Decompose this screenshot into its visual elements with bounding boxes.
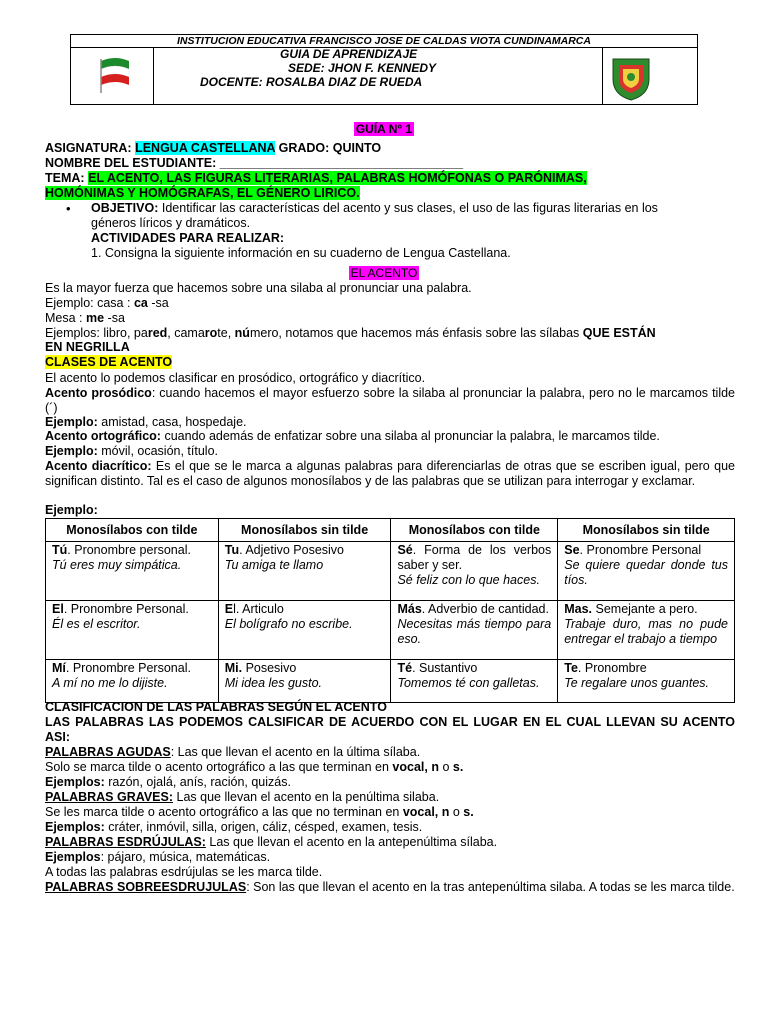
text: Más [397, 602, 422, 616]
table-cell [391, 660, 558, 703]
text: Ejemplo: casa : [45, 296, 134, 310]
ejemplos-line [45, 326, 656, 341]
table-header: Monosílabos con tilde [391, 519, 558, 542]
text: Necesitas más tiempo para eso. [397, 617, 552, 646]
text: Ejemplos: [45, 820, 105, 834]
text: Las que llevan el acento en la penúltima silaba. [173, 790, 440, 804]
prosodico [45, 386, 735, 416]
text: Las que llevan el acento en la antepenúltima sílaba. [205, 835, 498, 849]
text: El [52, 602, 64, 616]
text: te, [217, 326, 235, 340]
text: Acento ortográfico: [45, 429, 161, 443]
diacritico-text: Es el que se le marca a algunas palabras para diferenciarlas de otras que se escriben igual, pero que significan distinto. Tal es el caso de algunos monosílabos y de las palabras que se utilizan para interrogar y exclamar. [45, 459, 735, 488]
acento-title-row [0, 266, 768, 280]
text: Mas. [564, 602, 593, 616]
clases-title-row [45, 355, 172, 370]
table-header: Monosílabos sin tilde [218, 519, 391, 542]
table-cell [558, 601, 735, 660]
asignatura-value: LENGUA CASTELLANA [135, 141, 276, 155]
agudas-tilde [45, 760, 463, 775]
actividad-1: 1. Consigna la siguiente información en su cuaderno de Lengua Castellana. [91, 246, 511, 260]
text: . Adverbio de cantidad. [421, 602, 549, 616]
sobreesdrujulas [45, 880, 735, 895]
text: QUE ESTÁN [582, 326, 656, 340]
text: E [224, 602, 234, 616]
table-cell [218, 601, 391, 660]
text: : Son las que llevan el acento en la tras antepenúltima silaba. A todas se les marca tilde. [246, 880, 735, 894]
text: Mí [52, 661, 66, 675]
clasif-title: CLASIFICACION DE LAS PALABRAS SEGÚN EL ACENTO [45, 700, 387, 714]
esdrujulas-ejemplos [45, 850, 270, 865]
text: vocal, n [392, 760, 439, 774]
text: Se quiere quedar donde tus tíos. [564, 558, 728, 587]
text: . Pronombre Personal [579, 543, 702, 557]
text: Sé feliz con lo que haces. [397, 573, 540, 587]
text: PALABRAS SOBREESDRUJULAS [45, 880, 247, 894]
text: cráter, inmóvil, silla, origen, cáliz, césped, examen, tesis. [104, 820, 423, 834]
graves [45, 790, 439, 805]
text: Mesa : [45, 311, 86, 325]
text: ca [133, 296, 148, 310]
esdrujulas-tilde: A todas las palabras esdrújulas se les marca tilde. [45, 865, 323, 879]
text: Sé [397, 543, 413, 557]
guide-number-row [0, 122, 768, 136]
header-info [155, 47, 601, 89]
table-header: Monosílabos sin tilde [558, 519, 735, 542]
text: Semejante a pero. [592, 602, 698, 616]
text: PALABRAS ESDRÚJULAS: [45, 835, 206, 849]
asignatura-row [45, 141, 381, 156]
guide-number: GUÍA N° 1 [355, 122, 413, 136]
text: móvil, ocasión, título. [97, 444, 218, 458]
text: Ejemplo: [45, 415, 98, 429]
text: Se [564, 543, 580, 557]
text: me [86, 311, 105, 325]
text: . Adjetivo Posesivo [239, 543, 344, 557]
text: amistad, casa, hospedaje. [97, 415, 247, 429]
header-divider [602, 47, 603, 105]
text: : Las que llevan el acento en la última sílaba. [170, 745, 421, 759]
clases-title: CLASES DE ACENTO [45, 355, 173, 369]
text: . Forma de los verbos saber y ser. [397, 543, 552, 572]
ejemplo-3: Ejemplo: [45, 503, 98, 517]
table-cell [218, 542, 391, 601]
text: s. [463, 805, 474, 819]
diacritico [45, 459, 735, 489]
diacritico-label: Acento diacrítico: [45, 459, 152, 473]
clasif-intro: LAS PALABRAS LAS PODEMOS CALSIFICAR DE ACUERDO CON EL LUGAR EN EL CUAL LLEVAN SU ACENTO ASI: [45, 715, 735, 744]
graves-tilde [45, 805, 474, 820]
text: vocal, n [402, 805, 450, 819]
text: Él es el escritor. [52, 617, 141, 631]
bullet-icon: • [66, 201, 71, 216]
monosilabos-table [45, 518, 735, 703]
text: s. [452, 760, 464, 774]
ejemplo-2 [45, 444, 218, 459]
clases-intro: El acento lo podemos clasificar en prosódico, ortográfico y diacrítico. [45, 371, 426, 385]
table-cell [391, 601, 558, 660]
table-row [46, 542, 735, 601]
objetivo-line1: Identificar las características del acento y sus clases, el uso de las figuras literarias en los [161, 201, 658, 215]
text: Ejemplos: [45, 775, 105, 789]
text: cuando además de enfatizar sobre una silaba al pronunciar la palabra, le marcamos tilde. [160, 429, 660, 443]
text: Tú eres muy simpática. [52, 558, 182, 572]
text: Tu amiga te llamo [224, 558, 324, 572]
tema-line1: EL ACENTO, LAS FIGURAS LITERARIAS, PALABRAS HOMÓFONAS O PARÓNIMAS, [88, 171, 587, 185]
text: . Pronombre Personal. [63, 602, 189, 616]
text: . Pronombre Personal. [65, 661, 191, 675]
table-cell [218, 660, 391, 703]
prosodico-label: Acento prosódico [45, 386, 152, 400]
graves-ejemplos [45, 820, 422, 835]
acento-def: Es la mayor fuerza que hacemos sobre una silaba al pronunciar una palabra. [45, 281, 472, 295]
ejemplo-mesa [45, 311, 125, 326]
text: o [449, 805, 464, 819]
ortografico [45, 429, 660, 444]
text: . Pronombre personal. [67, 543, 191, 557]
text: red [147, 326, 168, 340]
text: Tú [52, 543, 68, 557]
header-divider [153, 47, 154, 105]
table-cell [46, 542, 219, 601]
text: mero, notamos que hacemos más énfasis sobre las sílabas [249, 326, 583, 340]
text: -sa [147, 296, 169, 310]
text: nú [234, 326, 250, 340]
table-cell [391, 542, 558, 601]
acento-title: EL ACENTO [350, 266, 418, 280]
text: ro [204, 326, 218, 340]
en-negrilla: EN NEGRILLA [45, 340, 130, 354]
text: PALABRAS AGUDAS [45, 745, 171, 759]
text: , cama [167, 326, 205, 340]
ejemplo-casa [45, 296, 169, 311]
tema-line2-row [45, 186, 360, 201]
text: Ejemplo: [45, 444, 98, 458]
table-cell [46, 601, 219, 660]
tema-label: TEMA: [45, 171, 85, 185]
agudas-ejemplos [45, 775, 291, 790]
objetivo [91, 201, 658, 216]
text: Trabaje duro, mas no pude entregar el trabajo a tiempo [564, 617, 728, 646]
text: Te [564, 661, 578, 675]
text: . Pronombre [577, 661, 647, 675]
esdrujulas [45, 835, 497, 850]
table-header-row [46, 519, 735, 542]
tema [45, 171, 735, 186]
table-row [46, 660, 735, 703]
text: Tomemos té con galletas. [397, 676, 540, 690]
institution-name: INSTITUCION EDUCATIVA FRANCISCO JOSE DE CALDAS VIOTA CUNDINAMARCA [71, 35, 697, 48]
text: A mí no me lo dijiste. [52, 676, 168, 690]
text: Té [397, 661, 413, 675]
table-cell [46, 660, 219, 703]
tema-line2: HOMÓNIMAS Y HOMÓGRAFAS, EL GÉNERO LIRICO. [45, 186, 360, 200]
text: o [438, 760, 453, 774]
text: : pájaro, música, matemáticas. [100, 850, 271, 864]
agudas [45, 745, 420, 760]
table-cell [558, 542, 735, 601]
text: PALABRAS GRAVES: [45, 790, 174, 804]
text: El bolígrafo no escribe. [224, 617, 353, 631]
grado: GRADO: QUINTO [278, 141, 382, 155]
table-header: Monosílabos con tilde [46, 519, 219, 542]
text: Mi. [224, 661, 243, 675]
guide-title: GUIA DE APRENDIZAJE [280, 47, 418, 61]
ejemplo-1 [45, 415, 247, 430]
text: Ejemplos: libro, pa [45, 326, 148, 340]
text: razón, ojalá, anís, ración, quizás. [104, 775, 291, 789]
objetivo-label: OBJETIVO: [91, 201, 159, 215]
flag-icon [95, 53, 135, 95]
text: . Sustantivo [412, 661, 478, 675]
table-cell [558, 660, 735, 703]
header-table [70, 34, 698, 105]
text: Posesivo [242, 661, 297, 675]
text: Se les marca tilde o acento ortográfico a las que no terminan en [45, 805, 403, 819]
asignatura-label: ASIGNATURA: [45, 141, 132, 155]
text: Solo se marca tilde o acento ortográfico a las que terminan en [45, 760, 393, 774]
text: Mi idea les gusto. [224, 676, 323, 690]
text: Tu [224, 543, 240, 557]
text: Ejemplos [45, 850, 101, 864]
school-shield-icon [611, 55, 651, 101]
prosodico-text: : cuando hacemos el mayor esfuerzo sobre la silaba al pronunciar la palabra, pero no le marcamos tilde (´) [45, 386, 735, 415]
docente: DOCENTE: ROSALBA DIAZ DE RUEDA [200, 75, 423, 89]
nombre-estudiante: NOMBRE DEL ESTUDIANTE: ___________________________________ [45, 156, 464, 170]
objetivo-line2: géneros líricos y dramáticos. [91, 216, 251, 230]
actividades: ACTIVIDADES PARA REALIZAR: [91, 231, 285, 245]
text: l. Articulo [233, 602, 284, 616]
table-row [46, 601, 735, 660]
text: Te regalare unos guantes. [564, 676, 710, 690]
sede: SEDE: JHON F. KENNEDY [288, 61, 437, 75]
text: -sa [104, 311, 125, 325]
